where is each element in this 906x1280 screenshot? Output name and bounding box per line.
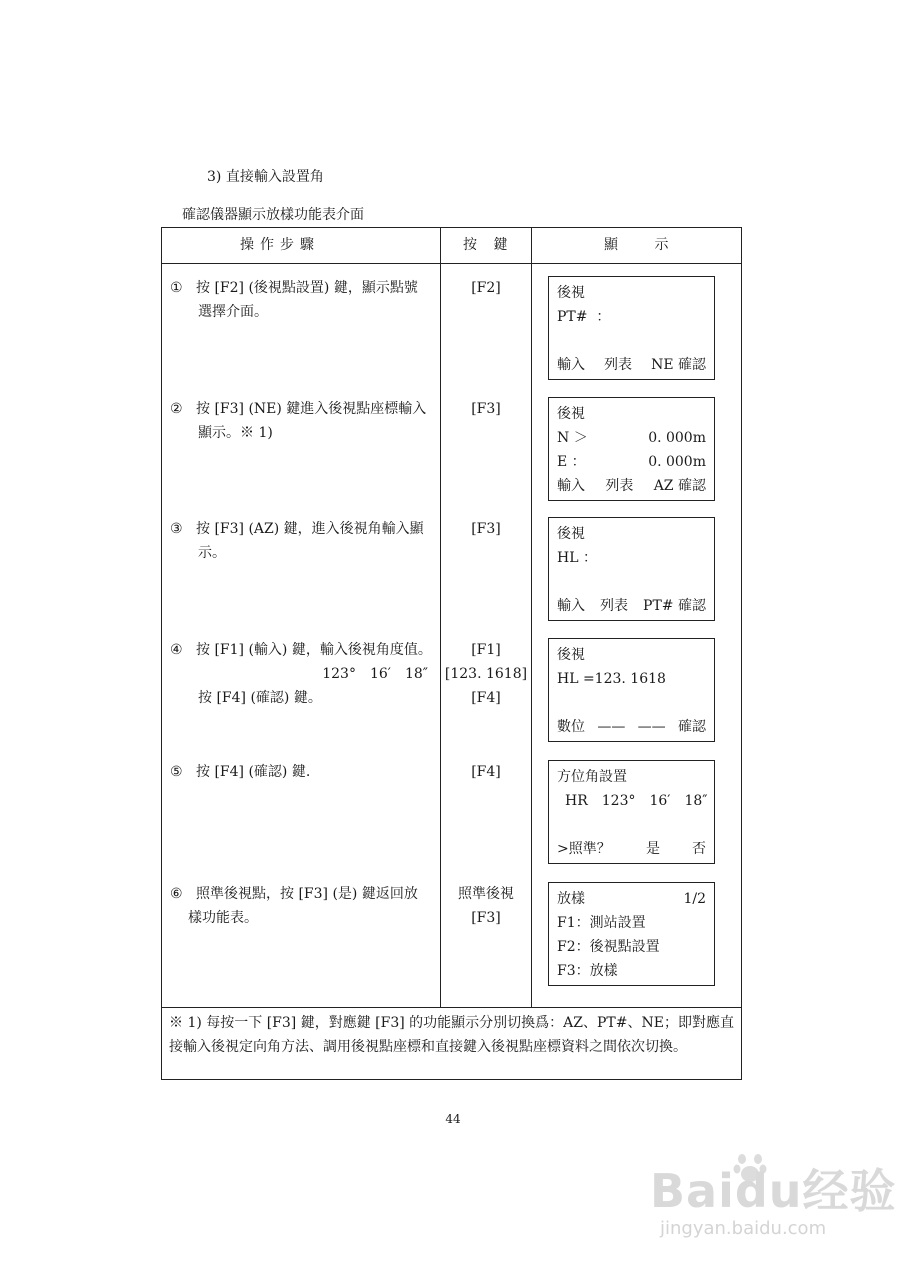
step-text: 按 [F3] (NE) 鍵進入後視點座標輸入	[196, 401, 427, 417]
key-4	[441, 638, 531, 710]
softkey-list: 列表	[605, 478, 634, 494]
step-2	[170, 397, 438, 445]
screen-4	[548, 638, 715, 742]
menu-item-f2: F2：後視點設置	[557, 939, 660, 955]
softkey-input: 輸入	[557, 478, 585, 494]
key-label: [F2]	[471, 280, 501, 296]
column-divider-2	[531, 227, 532, 1007]
step-number: ③	[170, 521, 183, 537]
step-1	[170, 276, 438, 324]
screen-title: 方位角設置	[557, 769, 627, 785]
step-text: 樣功能表。	[188, 910, 258, 926]
softkey-confirm: NE 確認	[651, 357, 706, 373]
screen-3	[548, 517, 715, 621]
step-text: 按 [F1] (輸入) 鍵，輸入後視角度值。	[196, 642, 432, 658]
header-steps: 操作步驟	[240, 237, 320, 253]
footnote: ※ 1) 每按一下 [F3] 鍵，對應鍵 [F3] 的功能顯示分別切換爲：AZ、PT#、NE；即對應直接輸入後視定向角方法、調用後視點座標和直接鍵入後視點座標資料之間依次切換。	[169, 1015, 734, 1055]
header-display: 顯 示	[604, 237, 675, 253]
screen-line: HL =123. 1618	[557, 671, 666, 687]
screen-1	[548, 276, 715, 380]
key-label: [F1]	[471, 642, 501, 658]
screen-title: 後視	[557, 285, 585, 301]
step-number: ①	[170, 280, 183, 296]
step-number: ②	[170, 401, 183, 417]
step-text: 顯示。※ 1)	[198, 425, 273, 441]
key-label: 照準後視	[458, 886, 514, 902]
screen-line: HL ：	[557, 550, 597, 566]
step-text: 按 [F3] (AZ) 鍵，進入後視角輸入顯	[196, 521, 424, 537]
screen-5	[548, 760, 715, 864]
step-text: 按 [F4] (確認) 鍵.	[196, 764, 311, 780]
softkey-blank: ——	[597, 719, 626, 735]
step-6	[170, 882, 438, 930]
step-3	[170, 517, 438, 565]
key-3	[441, 517, 531, 541]
screen-title: 放樣	[557, 891, 585, 907]
step-number: ⑤	[170, 764, 183, 780]
key-label: [F3]	[471, 401, 501, 417]
softkey-yes: 是	[646, 841, 660, 857]
step-text: 按 [F4] (確認) 鍵。	[198, 690, 322, 706]
angle-value: 123° 16′ 18″	[322, 666, 428, 682]
watermark-url: jingyan.baidu.com	[660, 1218, 827, 1239]
page-number: 44	[445, 1112, 461, 1126]
step-text: 照準後視點，按 [F3] (是) 鍵返回放	[196, 886, 418, 902]
key-label: [F4]	[471, 764, 501, 780]
step-text: 示。	[198, 545, 226, 561]
screen-title: 後視	[557, 526, 585, 542]
step-text: 選擇介面。	[198, 304, 268, 320]
menu-item-f3: F3：放樣	[557, 963, 618, 979]
page-indicator: 1/2	[683, 891, 706, 907]
screen-line: PT# ：	[557, 309, 611, 325]
key-label: [123. 1618]	[444, 666, 528, 682]
softkey-no: 否	[692, 841, 706, 857]
softkey-list: 列表	[604, 357, 633, 373]
step-5	[170, 760, 438, 784]
key-5	[441, 760, 531, 784]
softkey-confirm: AZ 確認	[653, 478, 706, 494]
screen-6	[548, 882, 715, 986]
watermark-logo: Baidu经验	[650, 1164, 897, 1218]
softkey-confirm: 確認	[677, 719, 706, 735]
screen-title: 後視	[557, 406, 585, 422]
table-caption: 確認儀器顯示放樣功能表介面	[182, 207, 364, 223]
section-title: 3) 直接輸入設置角	[207, 169, 324, 185]
key-label: [F4]	[471, 690, 501, 706]
key-6	[441, 882, 531, 930]
key-2	[441, 397, 531, 421]
softkey-input: 輸入	[557, 357, 585, 373]
softkey-blank: ——	[637, 719, 666, 735]
softkey-list: 列表	[600, 598, 629, 614]
softkey-digit: 數位	[557, 719, 585, 735]
n-label: N ＞	[557, 430, 588, 446]
n-value: 0. 000m	[648, 430, 706, 446]
step-4	[170, 638, 438, 710]
footnote-divider	[161, 1007, 742, 1008]
step-number: ④	[170, 642, 183, 658]
screen-title: 後視	[557, 647, 585, 663]
sight-prompt: >照準？	[557, 841, 611, 857]
e-value: 0. 000m	[648, 454, 706, 470]
header-divider	[161, 263, 742, 264]
key-label: [F3]	[471, 521, 501, 537]
step-text: 按 [F2] (後視點設置) 鍵，顯示點號	[196, 280, 418, 296]
screen-line: HR 123° 16′ 18″	[565, 793, 708, 809]
softkey-input: 輸入	[557, 598, 585, 614]
key-1	[441, 276, 531, 300]
header-keys: 按 鍵	[463, 237, 514, 253]
key-label: [F3]	[471, 910, 501, 926]
e-label: E ：	[557, 454, 586, 470]
menu-item-f1: F1：測站設置	[557, 915, 646, 931]
softkey-confirm: PT# 確認	[643, 598, 706, 614]
step-number: ⑥	[170, 886, 183, 902]
screen-2	[548, 397, 715, 501]
